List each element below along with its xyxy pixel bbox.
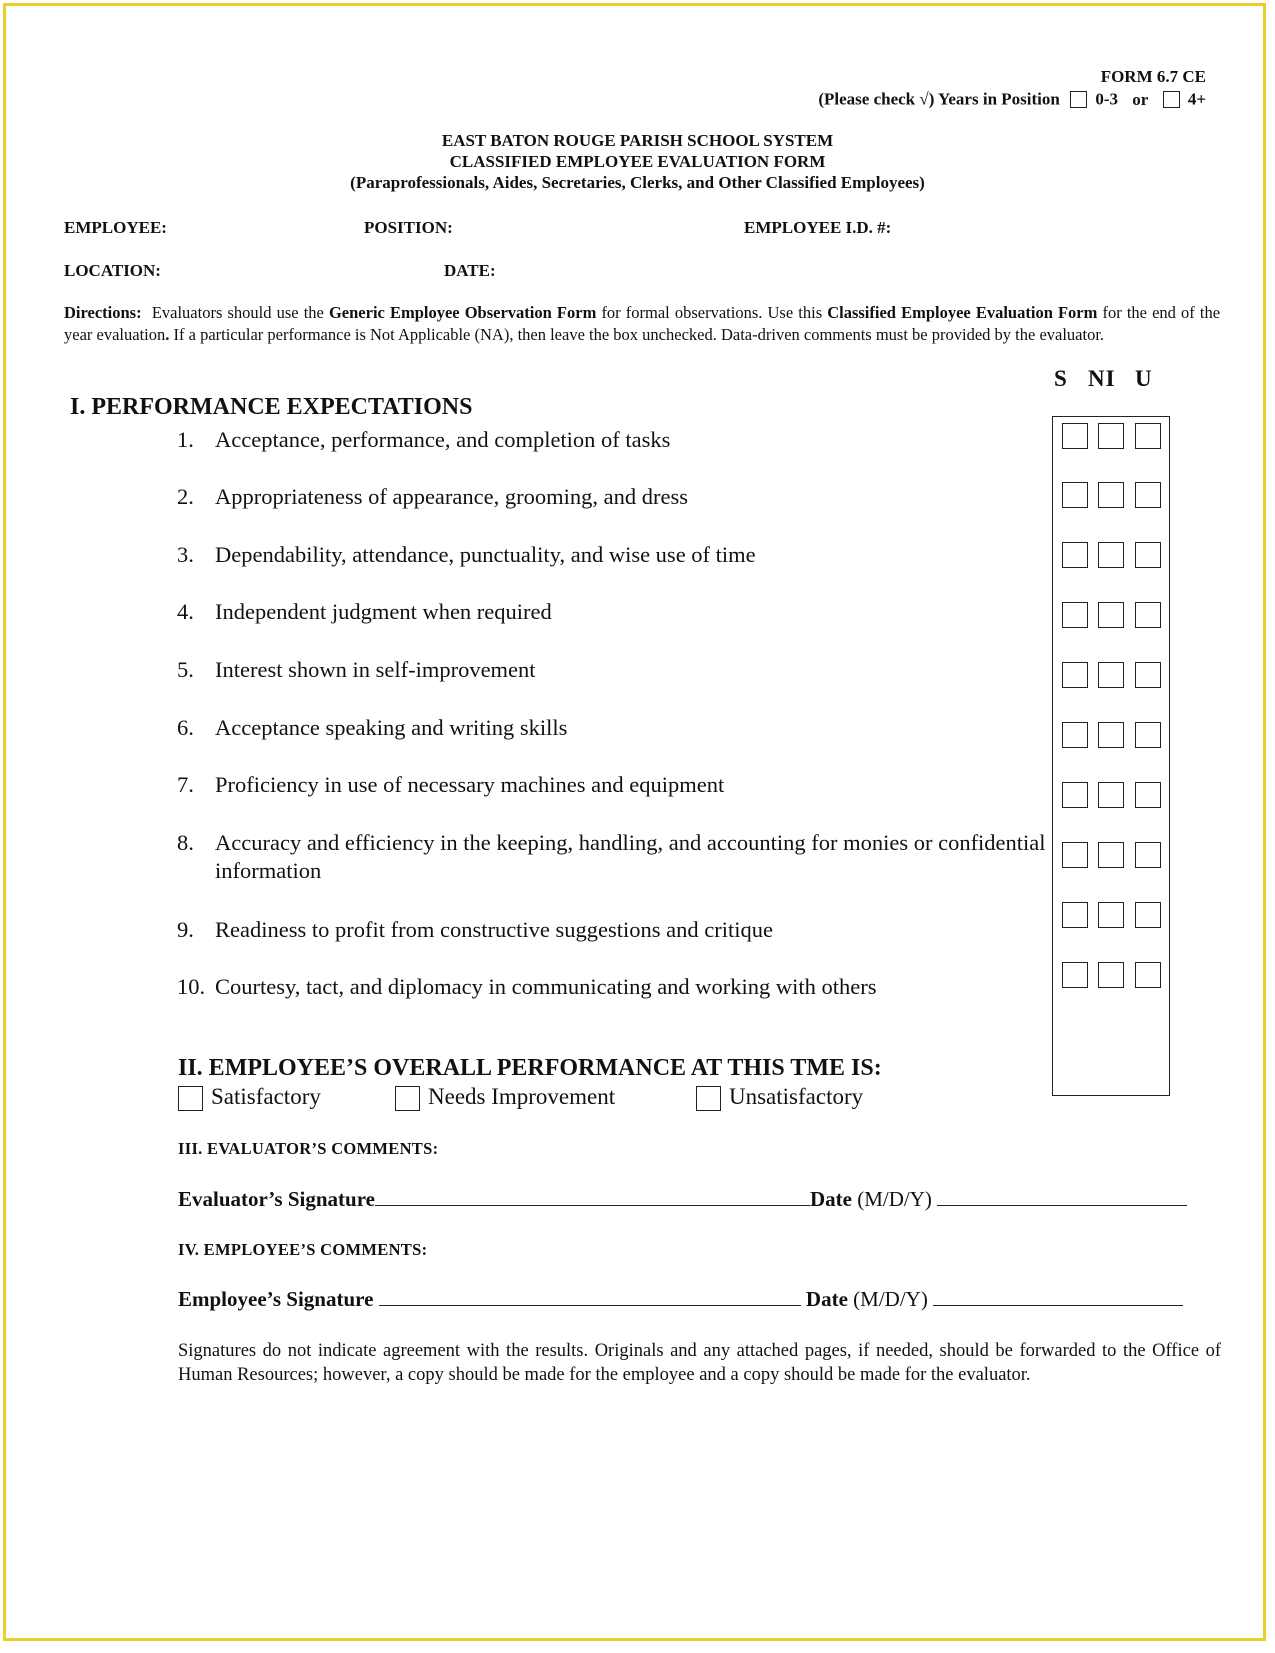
employee-field-label[interactable]: EMPLOYEE:: [64, 218, 167, 237]
directions-text: [64, 302, 1220, 345]
evaluator-signature-line[interactable]: [375, 1187, 810, 1206]
item-number: 10.: [177, 974, 206, 999]
performance-item: [177, 598, 1055, 626]
form-title: [6, 130, 1269, 193]
years-in-position-row: [818, 87, 1206, 110]
evaluation-form-name: Classified Employee Evaluation Form: [827, 303, 1098, 322]
item-text: Independent judgment when required: [215, 599, 552, 624]
years-0-3-checkbox[interactable]: [1070, 91, 1087, 108]
rating-u-checkbox[interactable]: [1135, 482, 1161, 508]
directions-label: Directions:: [64, 303, 142, 322]
rating-s-checkbox[interactable]: [1062, 602, 1088, 628]
employee-signature-line[interactable]: [379, 1287, 801, 1306]
rating-u-checkbox[interactable]: [1135, 662, 1161, 688]
section-3-heading: III. EVALUATOR’S COMMENTS:: [178, 1139, 439, 1158]
unsatisfactory-checkbox[interactable]: [696, 1086, 721, 1111]
directions-part: Evaluators should use the: [151, 303, 324, 322]
rating-u-checkbox[interactable]: [1135, 722, 1161, 748]
check-prompt: (Please check √) Years in Position: [818, 89, 1060, 109]
form-header: [818, 66, 1206, 110]
rating-s-checkbox[interactable]: [1062, 542, 1088, 568]
evaluator-date-line[interactable]: [937, 1187, 1187, 1206]
title-line-1: EAST BATON ROUGE PARISH SCHOOL SYSTEM: [441, 131, 834, 150]
performance-item: [177, 714, 1055, 742]
rating-u-checkbox[interactable]: [1135, 602, 1161, 628]
item-number: 4.: [177, 599, 194, 624]
item-text: Readiness to profit from constructive suggestions and critique: [215, 917, 774, 942]
employee-date-label: Date: [805, 1287, 848, 1311]
years-4plus-checkbox[interactable]: [1163, 91, 1180, 108]
evaluator-signature-row: [178, 1187, 1221, 1212]
performance-item: [177, 656, 1055, 684]
item-text: Acceptance speaking and writing skills: [215, 715, 568, 740]
form-number: FORM 6.7 CE: [1100, 67, 1206, 86]
footer-note: Signatures do not indicate agreement with the results. Originals and any attached pages, if needed, should be forwarded to the Office of Human Resources; however, a copy should be made for the employee and a copy should be made for the evaluator.: [178, 1341, 1221, 1385]
performance-item: [177, 829, 1055, 885]
rating-u-checkbox[interactable]: [1135, 542, 1161, 568]
rating-s-checkbox[interactable]: [1062, 782, 1088, 808]
rating-ni-checkbox[interactable]: [1098, 662, 1124, 688]
item-text: Interest shown in self-improvement: [215, 657, 536, 682]
satisfactory-checkbox[interactable]: [178, 1086, 203, 1111]
column-u-header: U: [1135, 366, 1153, 391]
directions-part: for formal observations. Use this: [601, 303, 823, 322]
rating-u-checkbox[interactable]: [1135, 902, 1161, 928]
years-4plus-label: 4+: [1187, 89, 1206, 109]
item-number: 5.: [177, 657, 194, 682]
employee-id-field-label[interactable]: EMPLOYEE I.D. #:: [744, 218, 892, 237]
item-number: 6.: [177, 715, 194, 740]
performance-item: [177, 916, 1055, 944]
item-number: 8.: [177, 830, 194, 855]
rating-s-checkbox[interactable]: [1062, 722, 1088, 748]
evaluator-signature-label: Evaluator’s Signature: [178, 1187, 375, 1211]
evaluator-date-label: Date: [809, 1187, 852, 1211]
employee-date-line[interactable]: [933, 1287, 1183, 1306]
needs-improvement-label: Needs Improvement: [428, 1084, 616, 1109]
title-line-2: CLASSIFIED EMPLOYEE EVALUATION FORM: [449, 152, 826, 171]
directions-part: If a particular performance is Not Applicable (NA), then leave the box unchecked. Data-driven comments must be provided by the evaluator.: [173, 324, 1105, 344]
rating-s-checkbox[interactable]: [1062, 902, 1088, 928]
item-text: Appropriateness of appearance, grooming, and dress: [215, 484, 688, 509]
section-4-heading: IV. EMPLOYEE’S COMMENTS:: [178, 1240, 428, 1259]
rating-ni-checkbox[interactable]: [1098, 962, 1124, 988]
rating-ni-checkbox[interactable]: [1098, 423, 1124, 449]
rating-s-checkbox[interactable]: [1062, 962, 1088, 988]
performance-item: [177, 483, 1055, 511]
item-number: 3.: [177, 542, 194, 567]
rating-u-checkbox[interactable]: [1135, 423, 1161, 449]
form-page: [3, 3, 1266, 1641]
employee-date-format: (M/D/Y): [853, 1287, 928, 1311]
item-number: 1.: [177, 427, 194, 452]
item-number: 2.: [177, 484, 194, 509]
date-field-label[interactable]: DATE:: [444, 261, 496, 280]
rating-u-checkbox[interactable]: [1135, 962, 1161, 988]
performance-item: [177, 541, 1055, 569]
rating-ni-checkbox[interactable]: [1098, 722, 1124, 748]
rating-ni-checkbox[interactable]: [1098, 482, 1124, 508]
item-text: Accuracy and efficiency in the keeping, handling, and accounting for monies or confidential information: [215, 830, 1046, 883]
rating-s-checkbox[interactable]: [1062, 842, 1088, 868]
overall-satisfactory-option[interactable]: [178, 1084, 321, 1111]
overall-unsatisfactory-option[interactable]: [696, 1084, 863, 1111]
column-s-header: S: [1054, 366, 1068, 391]
section-1-heading: I. PERFORMANCE EXPECTATIONS: [70, 394, 473, 420]
or-label: or: [1132, 89, 1149, 109]
needs-improvement-checkbox[interactable]: [395, 1086, 420, 1111]
performance-item: [177, 426, 1055, 454]
rating-grid-frame: [1052, 416, 1170, 1096]
rating-s-checkbox[interactable]: [1062, 482, 1088, 508]
position-field-label[interactable]: POSITION:: [364, 218, 453, 237]
section-2-heading: II. EMPLOYEE’S OVERALL PERFORMANCE AT THIS TME IS:: [178, 1055, 882, 1081]
item-text: Courtesy, tact, and diplomacy in communicating and working with others: [215, 974, 877, 999]
item-number: 7.: [177, 772, 194, 797]
item-text: Acceptance, performance, and completion of tasks: [215, 427, 671, 452]
rating-ni-checkbox[interactable]: [1098, 602, 1124, 628]
directions-period: .: [165, 324, 170, 344]
item-text: Proficiency in use of necessary machines and equipment: [215, 772, 725, 797]
unsatisfactory-label: Unsatisfactory: [729, 1084, 864, 1109]
rating-ni-checkbox[interactable]: [1098, 542, 1124, 568]
performance-item: [177, 973, 1055, 1001]
satisfactory-label: Satisfactory: [211, 1084, 321, 1109]
rating-s-checkbox[interactable]: [1062, 662, 1088, 688]
title-line-3: (Paraprofessionals, Aides, Secretaries, Clerks, and Other Classified Employees): [350, 173, 925, 192]
employee-signature-label: Employee’s Signature: [178, 1287, 374, 1311]
rating-ni-checkbox[interactable]: [1098, 842, 1124, 868]
rating-ni-checkbox[interactable]: [1098, 902, 1124, 928]
item-text: Dependability, attendance, punctuality, and wise use of time: [215, 542, 756, 567]
rating-u-checkbox[interactable]: [1135, 782, 1161, 808]
performance-item: [177, 771, 1055, 799]
employee-signature-row: [178, 1287, 1221, 1312]
column-ni-header: NI: [1088, 366, 1116, 391]
location-field-label[interactable]: LOCATION:: [64, 261, 161, 280]
rating-ni-checkbox[interactable]: [1098, 782, 1124, 808]
evaluator-date-format: (M/D/Y): [857, 1187, 932, 1211]
rating-u-checkbox[interactable]: [1135, 842, 1161, 868]
years-0-3-label: 0-3: [1095, 89, 1119, 109]
overall-needs-improvement-option[interactable]: [395, 1084, 615, 1111]
rating-s-checkbox[interactable]: [1062, 423, 1088, 449]
directions-part: for the end of the year evaluation: [64, 303, 1221, 344]
observation-form-name: Generic Employee Observation Form: [328, 303, 597, 322]
item-number: 9.: [177, 917, 194, 942]
